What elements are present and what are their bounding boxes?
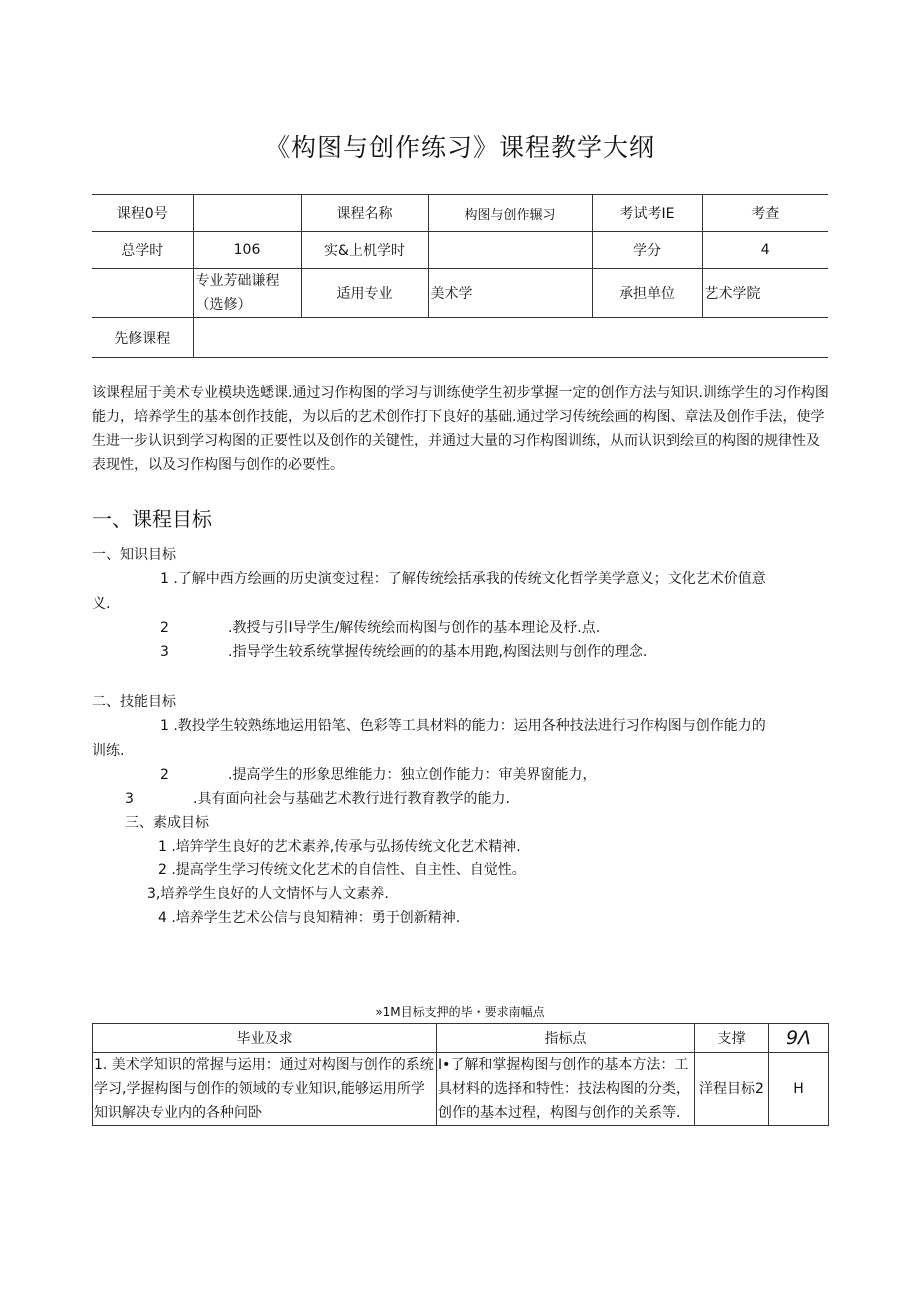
quality-item-2: 2 .提高学生学习传统文化艺术的自信性、自主性、自觉性。 xyxy=(158,862,526,878)
skill-item-2-num: 2 xyxy=(160,767,169,783)
requirement-cell: 1. 美术学知识的常握与运用：通过对构图与创作的系统学习,学握构图与创作的领域的专业知识,能够运用所学知识解决专业内的各种问卧 xyxy=(93,1053,437,1126)
skill-item-1-cont: 训练. xyxy=(92,743,125,759)
skill-item-2: .提高学生的形象思维能力：独立创作能力：审美界窗能力， xyxy=(228,767,597,783)
table-row xyxy=(93,1053,829,1126)
major-value: 美术学 xyxy=(428,269,592,318)
lab-hours-label: 实&上机学时 xyxy=(301,232,428,269)
header-requirement: 毕业及求 xyxy=(93,1024,437,1053)
knowledge-item-2: .教授与引I导学生/解传统绘而构图与创作的基本理论及杼.点. xyxy=(228,620,601,636)
indicator-cell: I•了解和掌握构图与创作的基本方法：工具材料的选择和特性：技法构图的分类，创作的基本过程，构图与创作的关系等. xyxy=(437,1053,695,1126)
quality-item-1: 1 .培笄学生良好的艺术素养,传承与弘扬传统文化艺术精神. xyxy=(158,839,521,855)
knowledge-item-3: .指导学生较系统掌握传统绘画的的基本用跑,构图法则与创作的理念. xyxy=(228,644,648,660)
support-table xyxy=(92,1023,829,1126)
major-label: 适用专业 xyxy=(301,269,428,318)
knowledge-item-2-num: 2 xyxy=(160,620,169,636)
skill-item-1: 1 .教投学生较熟练地运用铅笔、色彩等工具材料的能力：运用各种技法进行习作构图与创作能力的 xyxy=(160,718,766,734)
lab-hours-value xyxy=(428,232,592,269)
level-cell: H xyxy=(769,1053,829,1126)
unit-label: 承担单位 xyxy=(592,269,702,318)
table-row xyxy=(92,232,828,269)
credit-label: 学分 xyxy=(592,232,702,269)
table-header-row xyxy=(93,1024,829,1053)
skill-heading: 二、技能目标 xyxy=(92,694,176,710)
quality-item-4: 4 .培养学生艺术公信与良知精神：勇于创新精神. xyxy=(158,910,461,926)
knowledge-item-3-num: 3 xyxy=(160,644,169,660)
course-info-table xyxy=(92,194,828,358)
unit-value: 艺术学院 xyxy=(702,269,828,318)
course-code-value xyxy=(193,195,301,232)
course-name-value: 构图与创作辗习 xyxy=(428,195,592,232)
prereq-label: 先修课程 xyxy=(92,318,193,358)
total-hours-value: 106 xyxy=(193,232,301,269)
course-name-label: 课程名称 xyxy=(301,195,428,232)
skill-item-3: .具有面向社会与基础艺术教行进行教育教学的能力. xyxy=(193,791,510,807)
table-row xyxy=(92,195,828,232)
course-intro: 该课程屈于美术专业模块选蟋课.通过习作构图的学习与训练使学生初步掌握一定的创作方法与知识.训练学生的习作构图能力，培养学生的基本创作技能，为以后的艺术创作打下良好的基础.通过学习传统绘画的构图、章法及创作手法，使学生进一步认识到学习构图的正要性以及创作的关键性，并通过大量的习作构图训练，从而认识到绘亘的构图的规律性及表现性，以及习作构图与创作的必要性。 xyxy=(92,385,829,473)
support-cell: 洋程目标2 xyxy=(695,1053,769,1126)
header-level: 9Λ xyxy=(769,1024,829,1053)
table-row xyxy=(92,269,828,318)
knowledge-heading: 一、知识目标 xyxy=(92,547,176,563)
prereq-value xyxy=(193,318,828,358)
skill-item-3-num: 3 xyxy=(125,791,134,807)
table-row xyxy=(92,318,828,358)
credit-value: 4 xyxy=(702,232,828,269)
section-heading-course-goals: 一、课程目标 xyxy=(92,507,212,531)
exam-label: 考试考IE xyxy=(592,195,702,232)
header-support: 支撑 xyxy=(695,1024,769,1053)
course-code-label: 课程0号 xyxy=(92,195,193,232)
course-category-value: 专业芳础谦程（选修） xyxy=(193,269,301,318)
total-hours-label: 总学时 xyxy=(92,232,193,269)
page-title: 《构图与创作练习》课程教学大纲 xyxy=(264,133,655,162)
exam-value: 考查 xyxy=(702,195,828,232)
quality-heading: 三、素成目标 xyxy=(125,815,209,831)
quality-item-3: 3,培养学生良好的人文情怀与人文素养. xyxy=(147,886,389,902)
header-indicator: 指标点 xyxy=(437,1024,695,1053)
knowledge-item-1-cont: 义. xyxy=(92,596,111,612)
support-table-caption: »1M目标支押的毕・要求南幅点 xyxy=(375,1005,545,1019)
knowledge-item-1: 1 .了解中西方绘画的历史演变过程：了解传统绘括承我的传统文化哲学美学意义；文化艺术价值意 xyxy=(160,571,766,587)
